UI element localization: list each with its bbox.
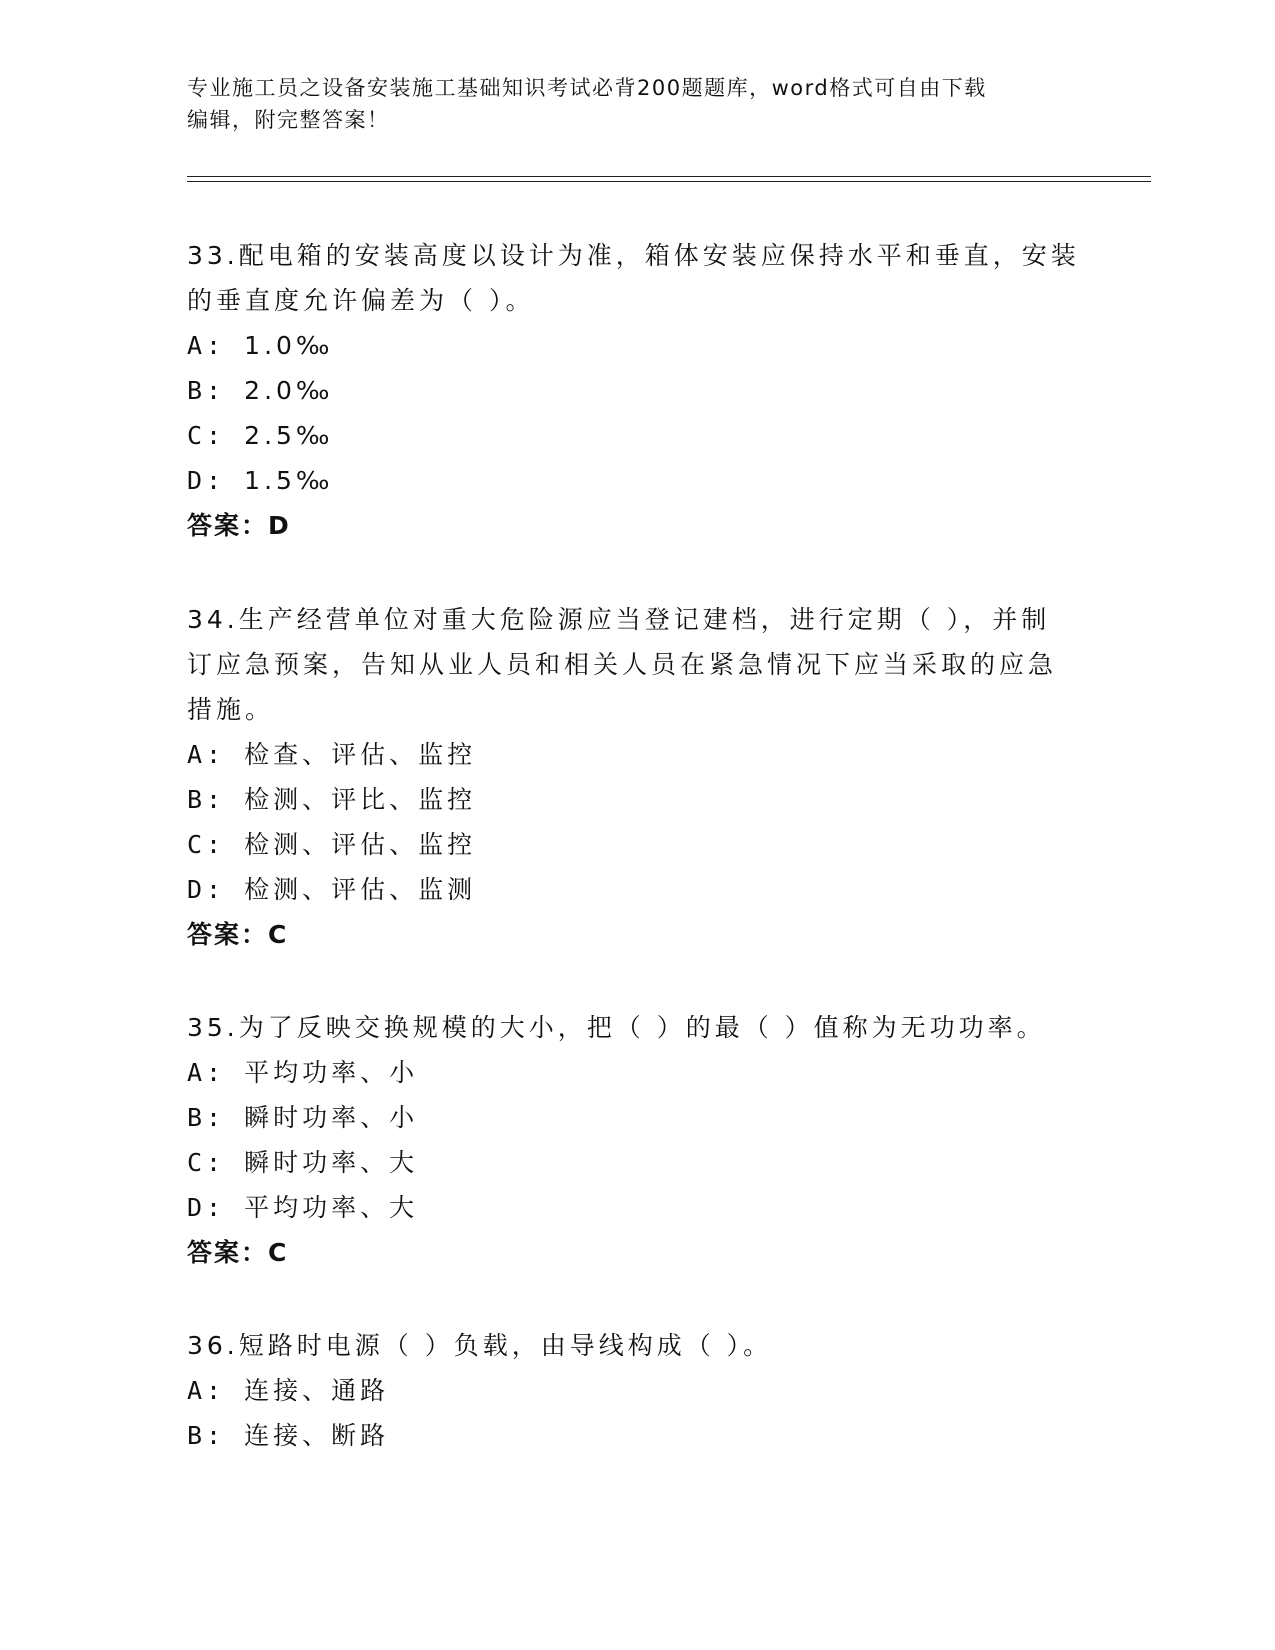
question-36 <box>187 1323 1087 1458</box>
option-label: A: <box>187 331 226 360</box>
option-text: 检测、评比、监控 <box>244 785 477 814</box>
option-label: C: <box>187 1148 226 1177</box>
option-label: A: <box>187 740 226 769</box>
option-b <box>187 1413 1087 1458</box>
option-a <box>187 323 1087 368</box>
option-text: 检查、评估、监控 <box>244 740 477 769</box>
stem-line: 35.为了反映交换规模的大小，把（ ）的最（ ）值称为无功功率。 <box>187 1013 1046 1042</box>
stem-line: 36.短路时电源（ ）负载，由导线构成（ ）。 <box>187 1331 773 1360</box>
option-text: 瞬时功率、大 <box>244 1148 419 1177</box>
option-label: A: <box>187 1376 226 1405</box>
stem-line: 34.生产经营单位对重大危险源应当登记建档，进行定期（ ），并制 <box>187 605 1051 634</box>
option-text: 2.5‰ <box>244 421 334 450</box>
question-34 <box>187 597 1087 957</box>
option-text: 2.0‰ <box>244 376 334 405</box>
stem-line: 的垂直度允许偏差为（ ）。 <box>187 286 535 315</box>
option-label: D: <box>187 466 226 495</box>
option-label: C: <box>187 421 226 450</box>
option-b <box>187 777 1087 822</box>
stem-line: 订应急预案，告知从业人员和相关人员在紧急情况下应当采取的应急 <box>187 650 1058 679</box>
option-text: 连接、通路 <box>244 1376 390 1405</box>
answer-line: 答案：C <box>187 1238 289 1267</box>
option-label: B: <box>187 376 226 405</box>
option-label: B: <box>187 1103 226 1132</box>
stem-line: 措施。 <box>187 695 275 724</box>
option-text: 1.5‰ <box>244 466 334 495</box>
option-label: D: <box>187 875 226 904</box>
option-a <box>187 1050 1087 1095</box>
option-c <box>187 1140 1087 1185</box>
option-b <box>187 368 1087 413</box>
header-line-2: 编辑，附完整答案！ <box>187 108 390 132</box>
answer-line: 答案：C <box>187 920 289 949</box>
question-stem <box>187 233 1087 323</box>
option-label: C: <box>187 830 226 859</box>
question-33 <box>187 233 1087 548</box>
option-text: 瞬时功率、小 <box>244 1103 419 1132</box>
option-label: B: <box>187 1421 226 1450</box>
option-label: D: <box>187 1193 226 1222</box>
option-text: 平均功率、小 <box>244 1058 419 1087</box>
document-header <box>187 72 1087 136</box>
option-a <box>187 1368 1087 1413</box>
answer-line: 答案：D <box>187 511 291 540</box>
option-d <box>187 867 1087 912</box>
header-line-1: 专业施工员之设备安装施工基础知识考试必背200题题库，word格式可自由下载 <box>187 76 987 100</box>
question-stem <box>187 1005 1087 1050</box>
option-d <box>187 458 1087 503</box>
option-text: 检测、评估、监控 <box>244 830 477 859</box>
option-b <box>187 1095 1087 1140</box>
option-text: 1.0‰ <box>244 331 334 360</box>
option-text: 连接、断路 <box>244 1421 390 1450</box>
option-label: A: <box>187 1058 226 1087</box>
header-divider-top <box>187 176 1151 177</box>
question-stem <box>187 1323 1087 1368</box>
header-divider-bottom <box>187 181 1151 182</box>
stem-line: 33.配电箱的安装高度以设计为准，箱体安装应保持水平和垂直，安装 <box>187 241 1080 270</box>
option-text: 平均功率、大 <box>244 1193 419 1222</box>
option-c <box>187 822 1087 867</box>
option-c <box>187 413 1087 458</box>
question-35 <box>187 1005 1087 1275</box>
question-stem <box>187 597 1087 732</box>
option-d <box>187 1185 1087 1230</box>
option-label: B: <box>187 785 226 814</box>
option-text: 检测、评估、监测 <box>244 875 477 904</box>
option-a <box>187 732 1087 777</box>
